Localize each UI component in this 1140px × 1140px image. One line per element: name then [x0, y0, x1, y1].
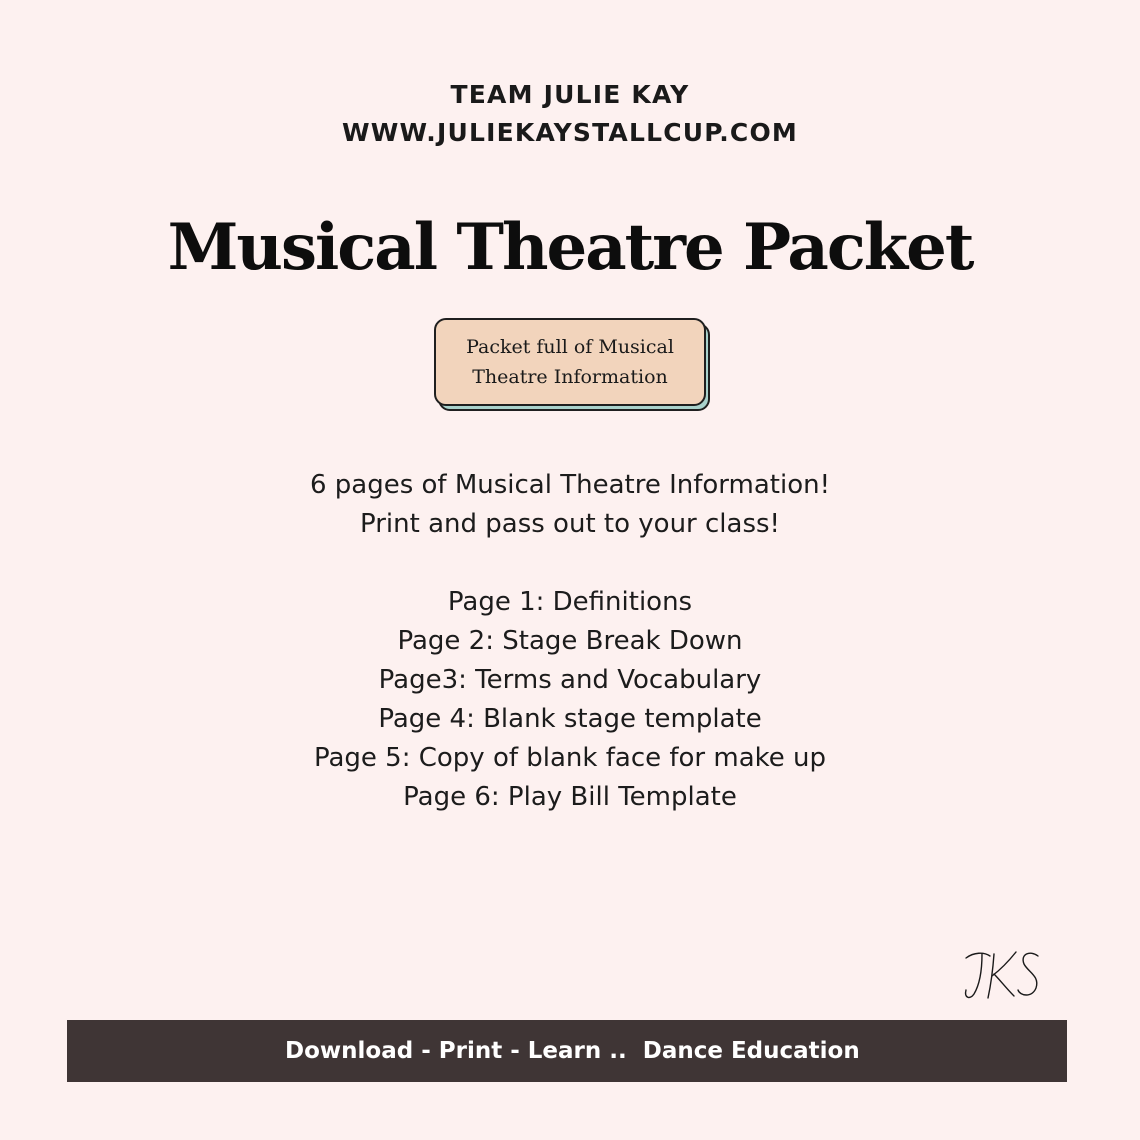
list-item: Page 2: Stage Break Down: [397, 626, 743, 656]
signature-logo: [960, 940, 1050, 1010]
list-item: Page 1: Definitions: [447, 587, 693, 617]
tag-line-1: Packet full of Musical: [466, 336, 674, 358]
list-item: Page 5: Copy of blank face for make up: [313, 743, 827, 773]
website-url: WWW.JULIEKAYSTALLCUP.COM: [341, 118, 798, 147]
intro-line-1: 6 pages of Musical Theatre Information!: [309, 470, 831, 500]
list-item: Page 4: Blank stage template: [378, 704, 762, 734]
tag-badge-face: [434, 318, 706, 406]
intro-line-2: Print and pass out to your class!: [360, 509, 780, 539]
brand-name: TEAM JULIE KAY: [450, 80, 690, 109]
intro-text: [0, 466, 1140, 544]
list-item: Page 6: Play Bill Template: [403, 782, 737, 812]
page-list: [0, 583, 1140, 817]
page-title: Musical Theatre Packet: [167, 210, 973, 285]
list-item: Page3: Terms and Vocabulary: [378, 665, 762, 695]
footer-banner: Download - Print - Learn .. Dance Education: [67, 1020, 1067, 1082]
tag-line-2: Theatre Information: [472, 366, 668, 388]
tag-badge: [434, 318, 710, 410]
